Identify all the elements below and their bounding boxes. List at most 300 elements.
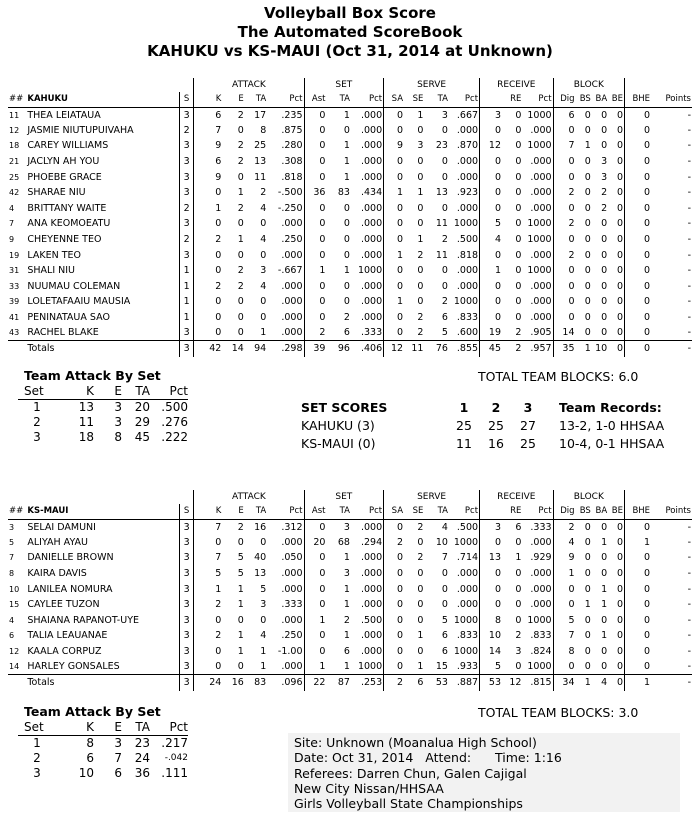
stat-cell: 7	[441, 552, 448, 564]
stat-cell: 0	[343, 280, 350, 292]
stat-cell: 0	[601, 327, 608, 339]
stat-cell: 0	[616, 234, 623, 246]
stat-cell: 0	[441, 265, 448, 277]
stat-cell: 9	[194, 169, 223, 185]
stat-cell: 3	[179, 659, 193, 675]
stat-cell: 0	[515, 218, 522, 230]
stat-cell: 3	[480, 519, 502, 535]
stat-cell: 0	[237, 661, 244, 673]
stat-cell: 0	[480, 201, 502, 217]
game-info-panel	[288, 733, 680, 812]
stat-cell: 0	[625, 169, 652, 185]
stat-cell: 0	[553, 154, 575, 170]
away-total-team-blocks: TOTAL TEAM BLOCKS: 3.0	[478, 705, 639, 720]
stat-cell: 2	[237, 109, 244, 121]
stat-cell: 5	[260, 583, 267, 595]
set-group-header: SET	[304, 78, 384, 92]
stat-cell: 12	[480, 138, 502, 154]
column-header: TA	[424, 504, 448, 519]
stat-cell: 8	[9, 569, 15, 579]
home-attack-by-set-title: Team Attack By Set	[24, 368, 161, 383]
stat-cell: -	[687, 646, 691, 658]
player-name: RACHEL BLAKE	[27, 327, 99, 339]
stat-cell: .933	[456, 661, 479, 673]
stat-cell: 0	[384, 201, 404, 217]
attack-by-set-cell: 24	[134, 750, 150, 765]
stat-cell: 6	[515, 521, 522, 533]
stat-cell: 41	[9, 313, 20, 323]
stat-cell: 3	[179, 341, 193, 357]
stat-cell: 2	[194, 597, 223, 613]
attack-by-set-column: Set	[18, 384, 50, 399]
player-name: SHAIANA RAPANOT-UYE	[27, 614, 139, 626]
stat-cell: 1	[179, 263, 193, 279]
stat-cell: 19	[480, 325, 502, 341]
stat-cell: 0	[601, 140, 608, 152]
column-header: Dig	[553, 92, 575, 107]
stat-cell: -	[687, 614, 691, 626]
game-referees: Referees: Darren Chun, Galen Cajigal	[294, 765, 527, 781]
stat-cell: .000	[360, 124, 383, 136]
stat-cell: 6	[441, 312, 448, 324]
attack-by-set-cell: 1	[33, 735, 41, 750]
stat-cell: 0	[304, 232, 326, 248]
blank-header	[8, 78, 194, 92]
column-header: Pct	[449, 504, 480, 519]
stat-cell: 0	[343, 218, 350, 230]
stat-cell: -	[687, 296, 691, 308]
attack-by-set-header	[18, 384, 188, 399]
stat-cell: 12	[9, 647, 20, 657]
blank-header	[625, 490, 693, 504]
column-header: TA	[424, 92, 448, 107]
stat-cell: 0	[384, 644, 404, 660]
stat-cell: 0	[608, 341, 624, 357]
stat-cell: -	[687, 218, 691, 230]
stat-cell: 0	[625, 294, 652, 310]
stat-cell: 0	[260, 218, 267, 230]
stat-cell: .000	[281, 218, 303, 230]
stat-cell: 6	[194, 107, 223, 123]
stat-cell: .000	[281, 661, 303, 673]
stat-cell: 0	[384, 310, 404, 326]
stat-cell: 1	[576, 341, 592, 357]
stat-cell: -	[687, 156, 691, 168]
stat-cell: 20	[304, 535, 326, 551]
stat-cell: 1	[304, 659, 326, 675]
stat-cell: 0	[480, 597, 502, 613]
stat-cell: .000	[360, 140, 383, 152]
stat-cell: 0	[515, 171, 522, 183]
player-name: HARLEY GONSALES	[27, 661, 120, 673]
stat-cell: 0	[480, 294, 502, 310]
stat-cell: 0	[384, 325, 404, 341]
stat-cell: -	[687, 265, 691, 277]
stat-cell: 0	[601, 280, 608, 292]
stat-cell: 53	[424, 675, 448, 691]
stat-cell: 0	[584, 187, 591, 199]
stat-cell: 0	[384, 279, 404, 295]
stat-cell: 1	[194, 201, 223, 217]
stat-cell: .500	[456, 234, 479, 246]
stat-cell: -	[687, 536, 691, 548]
stat-cell	[8, 675, 26, 691]
column-header: BHE	[625, 92, 652, 107]
column-header: SE	[404, 92, 424, 107]
stat-cell: 0	[601, 296, 608, 308]
stat-cell: 0	[515, 536, 522, 548]
stat-cell: .714	[456, 552, 479, 564]
stat-cell: 0	[384, 628, 404, 644]
stat-cell: 2	[515, 327, 522, 339]
player-row	[8, 566, 692, 582]
stat-cell: 0	[601, 109, 608, 121]
stat-cell: -	[687, 661, 691, 673]
player-row	[8, 154, 692, 170]
stat-cell: .298	[267, 341, 304, 357]
stat-cell: 3	[179, 675, 193, 691]
stat-cell: 0	[515, 109, 522, 121]
stat-cell: 6	[553, 107, 575, 123]
stat-cell: 0	[553, 263, 575, 279]
column-header: Pct	[449, 92, 480, 107]
stat-cell: 2	[237, 265, 244, 277]
stat-cell: 1	[417, 661, 424, 673]
stat-cell: .000	[530, 124, 552, 136]
stat-cell: 0	[515, 614, 522, 626]
player-row	[8, 294, 692, 310]
stat-cell: 0	[441, 156, 448, 168]
set-scores-label: SET SCORES	[301, 399, 388, 415]
attack-by-set-cell: .276	[161, 414, 188, 429]
stat-cell: .833	[530, 630, 552, 642]
stat-cell: 0	[417, 583, 424, 595]
stat-cell: 0	[601, 568, 608, 580]
player-name: KAIRA DAVIS	[27, 568, 87, 580]
stat-cell: 0	[553, 169, 575, 185]
stat-cell: 3	[179, 566, 193, 582]
stat-cell: -	[687, 312, 691, 324]
stat-cell: 0	[616, 312, 623, 324]
player-row	[8, 185, 692, 201]
stat-cell: 1	[601, 599, 608, 611]
player-row	[8, 519, 692, 535]
stat-cell: 0	[384, 154, 404, 170]
stat-cell: 7	[9, 219, 15, 229]
player-name: THEA LEIATAUA	[27, 109, 101, 121]
stat-cell: 0	[625, 597, 652, 613]
stat-cell: 1	[179, 279, 193, 295]
stat-cell: 0	[417, 646, 424, 658]
stat-cell: 2	[553, 519, 575, 535]
stat-cell: 2	[237, 280, 244, 292]
stat-cell: 1	[304, 263, 326, 279]
stat-cell: 96	[326, 341, 350, 357]
stat-cell: 0	[343, 202, 350, 214]
stat-cell: 3	[179, 185, 193, 201]
stat-cell: 16	[222, 675, 244, 691]
stat-cell: 0	[616, 202, 623, 214]
team-record: 13-2, 1-0 HHSAA	[559, 417, 665, 433]
stat-cell: 3	[601, 156, 608, 168]
stat-cell: .929	[530, 552, 552, 564]
stat-cell: 3	[179, 138, 193, 154]
stat-cell: 0	[304, 310, 326, 326]
attack-by-set-cell: 6	[86, 750, 94, 765]
stat-cell: 1	[384, 294, 404, 310]
player-row	[8, 535, 692, 551]
player-row	[8, 581, 692, 597]
stat-cell: 12	[502, 675, 522, 691]
stat-cell: 0	[417, 296, 424, 308]
player-row	[8, 279, 692, 295]
stat-cell: 0	[584, 265, 591, 277]
stat-cell: 0	[584, 249, 591, 261]
stat-cell: -	[687, 109, 691, 121]
player-name: SELAI DAMUNI	[27, 521, 96, 533]
player-name: CAYLEE TUZON	[27, 599, 100, 611]
player-name: Totals	[26, 341, 179, 357]
stat-cell: 0	[343, 124, 350, 136]
stat-cell: 35	[553, 341, 575, 357]
attack-by-set-row	[18, 414, 188, 429]
column-header: Points	[651, 504, 692, 519]
stat-cell: 0	[625, 644, 652, 660]
attack-by-set-row	[18, 765, 188, 780]
home-box-score	[8, 78, 692, 357]
attack-by-set-row	[18, 735, 188, 750]
stat-cell: .667	[456, 109, 479, 121]
stat-cell: 7	[553, 628, 575, 644]
stat-cell: 0	[441, 599, 448, 611]
stat-cell: 0	[515, 599, 522, 611]
stat-cell: 0	[417, 171, 424, 183]
stat-cell: 0	[480, 123, 502, 139]
attack-by-set-row	[18, 399, 188, 414]
stat-cell: 0	[194, 325, 223, 341]
attack-by-set-cell: 8	[114, 429, 122, 444]
column-header: K	[194, 504, 223, 519]
stat-cell: .333	[281, 599, 303, 611]
attack-by-set-column: K	[50, 384, 94, 399]
stat-cell: 2	[417, 249, 424, 261]
set-scores-team: KS-MAUI (0)	[301, 435, 376, 451]
stat-cell: 0	[584, 234, 591, 246]
stat-cell: .308	[281, 156, 303, 168]
stat-cell: 0	[625, 138, 652, 154]
attack-by-set-cell: 1	[33, 399, 41, 414]
stat-cell: -.500	[277, 187, 303, 199]
stat-cell: 25	[254, 140, 267, 152]
stat-cell: 0	[480, 535, 502, 551]
attack-group-header: ATTACK	[194, 78, 304, 92]
stat-cell: 0	[304, 107, 326, 123]
stat-cell: 2	[194, 232, 223, 248]
stat-cell: 68	[337, 536, 350, 548]
stat-cell: .000	[360, 521, 383, 533]
stat-cell: 1	[194, 581, 223, 597]
stat-cell: .000	[360, 280, 383, 292]
stat-cell: 13	[254, 568, 267, 580]
stat-cell: .875	[281, 124, 303, 136]
home-stats-table	[8, 78, 692, 357]
stat-cell: 0	[304, 247, 326, 263]
stat-cell: 43	[9, 328, 20, 338]
player-name: ANA KEOMOEATU	[27, 218, 111, 230]
stat-cell: 0	[515, 280, 522, 292]
stat-cell: 2	[237, 202, 244, 214]
stat-cell: .000	[360, 583, 383, 595]
stat-cell: 0	[515, 249, 522, 261]
block-group-header: BLOCK	[553, 78, 624, 92]
stat-cell: 12	[384, 341, 404, 357]
stat-cell: .000	[456, 280, 479, 292]
stat-cell: -	[687, 234, 691, 246]
column-header: RE	[502, 92, 522, 107]
stat-cell: 0	[304, 279, 326, 295]
stat-cell: .887	[449, 675, 480, 691]
attack-by-set-cell: 23	[134, 735, 150, 750]
stat-cell: 0	[616, 296, 623, 308]
stat-cell: 0	[584, 124, 591, 136]
set-number: 3	[523, 399, 533, 415]
attack-by-set-cell: .111	[161, 765, 188, 780]
stat-cell: 53	[480, 675, 502, 691]
stat-cell: -.667	[277, 265, 303, 277]
player-name: LAKEN TEO	[27, 249, 82, 261]
stat-cell: 0	[194, 216, 223, 232]
stat-cell: 1	[601, 630, 608, 642]
column-header: BHE	[625, 504, 652, 519]
stat-cell: -	[687, 521, 691, 533]
stat-cell: 1	[343, 661, 350, 673]
stat-cell: 1	[343, 599, 350, 611]
stat-cell: 1	[417, 234, 424, 246]
stat-cell: 1	[179, 294, 193, 310]
stat-cell: 0	[237, 536, 244, 548]
stat-cell: -	[687, 552, 691, 564]
set-number: 1	[459, 399, 469, 415]
stat-cell: 5	[237, 552, 244, 564]
stat-cell: .000	[456, 599, 479, 611]
stat-cell: 1000	[453, 296, 479, 308]
stat-cell: 0	[417, 599, 424, 611]
attack-by-set-cell: 20	[134, 399, 150, 414]
stat-cell: 0	[515, 265, 522, 277]
column-header: ##	[8, 92, 26, 107]
stat-cell: 0	[616, 265, 623, 277]
column-header: E	[222, 92, 244, 107]
stat-cell: 87	[326, 675, 350, 691]
stat-cell: 0	[584, 661, 591, 673]
stat-cell: 0	[417, 218, 424, 230]
stat-cell: 2	[179, 123, 193, 139]
stat-cell: 0	[616, 614, 623, 626]
set-score: 25	[520, 435, 536, 451]
stat-cell: 8	[480, 613, 502, 629]
stat-cell: .250	[281, 234, 303, 246]
stat-cell: 1000	[527, 234, 552, 246]
stat-cell: 0	[237, 312, 244, 324]
stat-cell: 0	[194, 535, 223, 551]
stat-cell: 0	[237, 296, 244, 308]
stat-cell: 5	[553, 613, 575, 629]
stat-cell: 2	[384, 535, 404, 551]
game-date-attendance-time: Date: Oct 31, 2014 Attend: Time: 1:16	[294, 750, 562, 766]
player-row	[8, 628, 692, 644]
stat-cell: .000	[281, 280, 303, 292]
stat-cell: 39	[304, 341, 326, 357]
column-header: K	[194, 92, 223, 107]
player-name: CHEYENNE TEO	[27, 234, 102, 246]
stat-cell: 0	[625, 247, 652, 263]
stat-cell: .250	[281, 630, 303, 642]
stat-cell: 7	[553, 138, 575, 154]
stat-cell: 1000	[357, 265, 383, 277]
stat-cell: 18	[9, 141, 20, 151]
attack-by-set-row	[18, 750, 188, 765]
column-header: TA	[245, 92, 267, 107]
stat-cell: 0	[480, 247, 502, 263]
block-group-header: BLOCK	[553, 490, 624, 504]
player-row	[8, 613, 692, 629]
stat-cell: 42	[9, 188, 20, 198]
stat-cell: 0	[304, 644, 326, 660]
stat-cell: 0	[553, 123, 575, 139]
stat-cell: 0	[616, 156, 623, 168]
column-header-row	[8, 504, 692, 519]
stat-cell: .000	[281, 327, 303, 339]
stat-cell: 2	[343, 312, 350, 324]
stat-cell: 0	[584, 218, 591, 230]
stat-cell: 1000	[527, 265, 552, 277]
stat-cell: 1000	[453, 536, 479, 548]
stat-cell: 0	[608, 675, 624, 691]
stat-cell: 0	[194, 310, 223, 326]
player-name: JASMIE NIUTUPUIVAHA	[27, 124, 134, 136]
stat-cell: 0	[260, 249, 267, 261]
stat-cell: .333	[530, 521, 552, 533]
stat-cell: 3	[179, 154, 193, 170]
stat-cell: 0	[384, 216, 404, 232]
stat-cell: 13	[480, 550, 502, 566]
stat-cell: 0	[584, 536, 591, 548]
stat-cell	[8, 341, 26, 357]
stat-cell: 3	[179, 169, 193, 185]
stat-cell: 10	[435, 536, 448, 548]
column-header: E	[222, 504, 244, 519]
stat-cell: 0	[304, 294, 326, 310]
stat-cell: 0	[616, 124, 623, 136]
stat-cell: 3	[179, 325, 193, 341]
blank-header	[8, 490, 194, 504]
stat-cell: .000	[456, 265, 479, 277]
stat-cell: 0	[601, 552, 608, 564]
stat-cell: .870	[456, 140, 479, 152]
stat-cell: 1	[480, 263, 502, 279]
stat-cell: 0	[304, 216, 326, 232]
stat-cell: 1000	[453, 614, 479, 626]
column-header-row	[8, 92, 692, 107]
attack-by-set-header	[18, 720, 188, 735]
stat-cell: 2	[417, 312, 424, 324]
attack-by-set-cell: 3	[114, 399, 122, 414]
stat-cell: .000	[456, 583, 479, 595]
stat-cell: 1	[576, 675, 592, 691]
stat-cell: 0	[553, 659, 575, 675]
stat-cell: 5	[441, 327, 448, 339]
stat-cell: -	[687, 124, 691, 136]
